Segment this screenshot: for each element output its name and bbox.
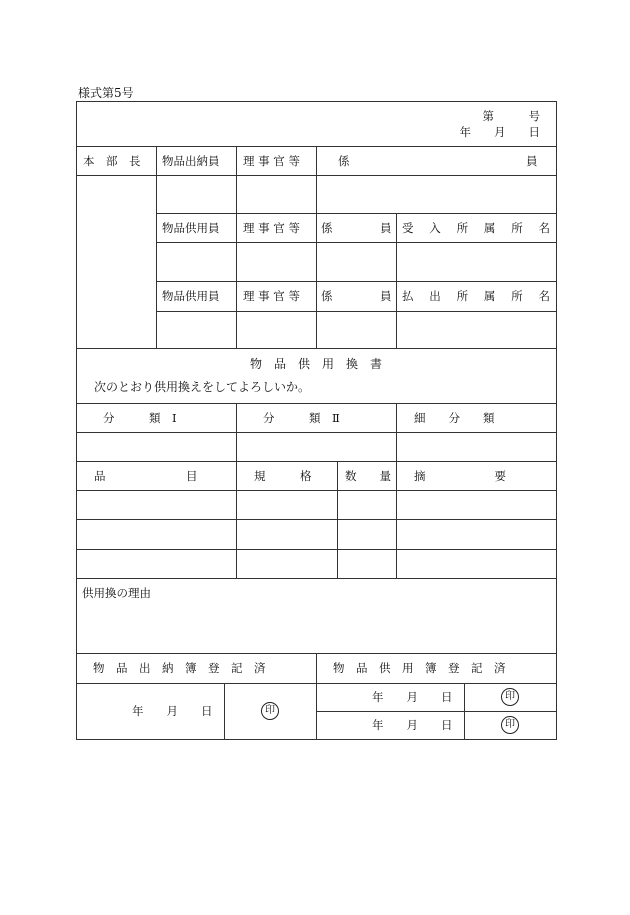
item-spec-header: 規 格 bbox=[254, 469, 312, 483]
document-date-label: 年 月 日 bbox=[459, 125, 540, 139]
approver-staff-label: 係 bbox=[338, 154, 350, 168]
approver-officer-label: 理 事 官 等 bbox=[243, 154, 300, 168]
item-name-header: 品 目 bbox=[94, 469, 198, 483]
document-title: 物 品 供 用 換 書 bbox=[250, 357, 383, 371]
classification-1-header: 分 類 Ⅰ bbox=[103, 411, 177, 425]
issuing-staff-suffix: 員 bbox=[380, 289, 392, 303]
custodian-seal-mark: 印 bbox=[261, 702, 279, 720]
user-ledger-date-2: 年 月 日 bbox=[372, 718, 453, 732]
receiving-department-label: 受 入 所 属 所 名 bbox=[402, 221, 550, 235]
issuing-department-label: 払 出 所 属 所 名 bbox=[402, 289, 550, 303]
user-ledger-title: 物 品 供 用 簿 登 記 済 bbox=[333, 661, 506, 675]
approver-director-label: 本 部 長 bbox=[83, 154, 141, 168]
issuing-staff-label: 係 bbox=[321, 289, 333, 303]
receiving-staff-suffix: 員 bbox=[380, 221, 392, 235]
document-number-label: 第 号 bbox=[482, 109, 540, 123]
item-quantity-header: 数 量 bbox=[345, 469, 391, 483]
approver-custodian-label: 物品出納員 bbox=[162, 154, 220, 168]
receiving-staff-label: 係 bbox=[321, 221, 333, 235]
classification-2-header: 分 類 Ⅱ bbox=[263, 411, 340, 425]
receiving-user-label: 物品供用員 bbox=[162, 221, 220, 235]
issuing-user-label: 物品供用員 bbox=[162, 289, 220, 303]
item-remarks-header: 摘 要 bbox=[414, 469, 506, 483]
reason-label: 供用換の理由 bbox=[82, 586, 151, 600]
custodian-ledger-title: 物 品 出 納 簿 登 記 済 bbox=[93, 661, 266, 675]
subclassification-header: 細 分 類 bbox=[414, 411, 495, 425]
user-seal-mark-2: 印 bbox=[501, 716, 519, 734]
user-seal-mark-1: 印 bbox=[501, 688, 519, 706]
user-ledger-date-1: 年 月 日 bbox=[372, 690, 453, 704]
form-number: 様式第5号 bbox=[78, 86, 134, 100]
receiving-officer-label: 理 事 官 等 bbox=[243, 221, 300, 235]
issuing-officer-label: 理 事 官 等 bbox=[243, 289, 300, 303]
custodian-ledger-date: 年 月 日 bbox=[132, 704, 213, 718]
approver-staff-suffix: 員 bbox=[526, 154, 538, 168]
request-statement: 次のとおり供用換えをしてよろしいか。 bbox=[94, 380, 311, 394]
